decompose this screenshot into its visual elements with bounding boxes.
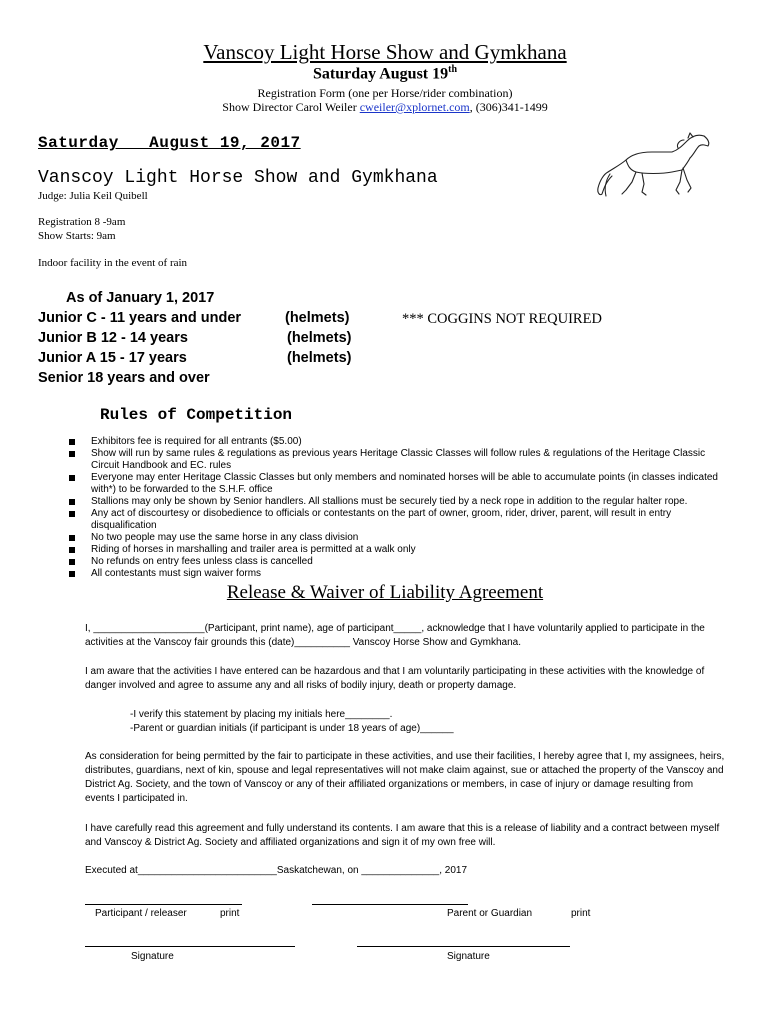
list-item [60,496,730,508]
release-heading: Release & Waiver of Liability Agreement [226,582,544,603]
age-group-label: Junior C - 11 years and under [38,310,242,326]
participant-signature-line [85,904,242,905]
event-title: Vanscoy Light Horse Show and Gymkhana [38,168,438,188]
director-name: Show Director Carol Weiler [222,100,360,114]
bullet-icon [69,439,75,445]
registration-line: Registration Form (one per Horse/rider combination) [257,86,513,100]
rules-list [60,436,730,580]
guardian-signature-line [312,904,468,905]
subtitle-text: Saturday August 19 [312,65,449,83]
rule-text: Show will run by same rules & regulations as previous years Heritage Classic Classes will follow rules & regulations of the Heritage Classic Circuit Handbook and EC. rules [91,448,706,471]
print-label: print [220,908,240,919]
signature-label: Signature [447,951,490,962]
age-group-label: Junior B 12 - 14 years [38,330,188,346]
release-paragraph-3: As consideration for being permitted by the fair to participate in these activities, and use their facilities, I hereby agree that I, my assignees, heirs, distributes, guardians, next of kin, spouse and legal representatives will not make claim against, sue or attached the property of the Vanscoy and District Ag. Society, and the town of Vanscoy or any of their affiliated organizations or members, in case of injury or damage resulting from events I participated in. [85,751,725,804]
initials-verify: -I verify this statement by placing my initials here________. [130,709,393,720]
list-item [60,568,730,580]
director-line [0,100,770,115]
rule-text: Everyone may enter Heritage Classic Classes but only members and nominated horses will be able to accumulate points (in classes indicated with*) to be forwarded to the S.H.F. office [91,472,718,495]
release-paragraph-4: I have carefully read this agreement and fully understand its contents. I am aware that this is a release of liability and a contract between myself and Vanscoy & District Ag. Society and affiliated organizations and sign it of my own free will. [85,823,720,848]
age-group-note: (helmets) [287,330,352,346]
signature-label: Signature [131,951,174,962]
bullet-icon [69,499,75,505]
coggins-note: *** COGGINS NOT REQUIRED [402,311,602,327]
bullet-icon [69,547,75,553]
rules-heading: Rules of Competition [100,406,293,424]
date-heading: Saturday August 19, 2017 [38,134,301,152]
release-paragraph-2: I am aware that the activities I have entered can be hazardous and that I am voluntarily participating in these activities with the knowledge of danger involved and agree to assume any and all risks of bodily injury, death or property damage. [85,666,705,691]
list-item [60,556,730,568]
bullet-icon [69,571,75,577]
page-subtitle [0,64,770,83]
age-group-note: (helmets) [287,350,352,366]
signature-line-left [85,946,295,947]
registration-time: Registration 8 -9am [38,216,126,228]
age-group-label: Junior A 15 - 17 years [38,350,187,366]
page-title: Vanscoy Light Horse Show and Gymkhana [203,40,567,64]
bullet-icon [69,475,75,481]
bullet-icon [69,511,75,517]
rule-text: Riding of horses in marshalling and trailer area is permitted at a walk only [91,544,416,555]
age-as-of: As of January 1, 2017 [66,290,215,306]
release-paragraph-1: I, ____________________(Participant, print name), age of participant_____, acknowledge that I have voluntarily applied to participate in the activities at the Vanscoy fair grounds this (date)__________ Vanscoy Horse Show and Gymkhana. [85,623,705,648]
bullet-icon [69,559,75,565]
rule-text: Exhibitors fee is required for all entrants ($5.00) [91,436,302,447]
judge-text: Judge: Julia Keil Quibell [38,190,148,202]
list-item [60,532,730,544]
bullet-icon [69,451,75,457]
list-item [60,472,730,496]
horse-illustration [592,130,712,202]
show-start-time: Show Starts: 9am [38,230,116,242]
rule-text: Stallions may only be shown by Senior handlers. All stallions must be securely tied by a neck rope in addition to the regular halter rope. [91,496,688,507]
rain-note: Indoor facility in the event of rain [38,257,188,269]
list-item [60,436,730,448]
guardian-initials: -Parent or guardian initials (if participant is under 18 years of age)______ [130,723,454,734]
rule-text: No two people may use the same horse in any class division [91,532,359,543]
print-label: print [571,908,591,919]
list-item [60,508,730,532]
age-group-note: (helmets) [285,310,350,326]
director-email-link[interactable]: cweiler@xplornet.com [359,100,470,114]
subtitle-superscript: th [448,64,458,75]
guardian-label: Parent or Guardian [447,908,533,919]
rule-text: All contestants must sign waiver forms [91,568,262,579]
rule-text: Any act of discourtesy or disobedience to officials or contestants on the part of owner, groom, rider, driver, parent, will result in entry disqualification [91,508,672,531]
bullet-icon [69,535,75,541]
list-item [60,448,730,472]
participant-label: Participant / releaser [95,908,187,919]
age-group-label: Senior 18 years and over [38,370,210,386]
director-phone: , (306)341-1499 [469,100,548,114]
rule-text: No refunds on entry fees unless class is cancelled [91,556,313,567]
list-item [60,544,730,556]
signature-line-right [357,946,570,947]
executed-line: Executed at_________________________Saskatchewan, on ______________, 2017 [85,865,468,876]
